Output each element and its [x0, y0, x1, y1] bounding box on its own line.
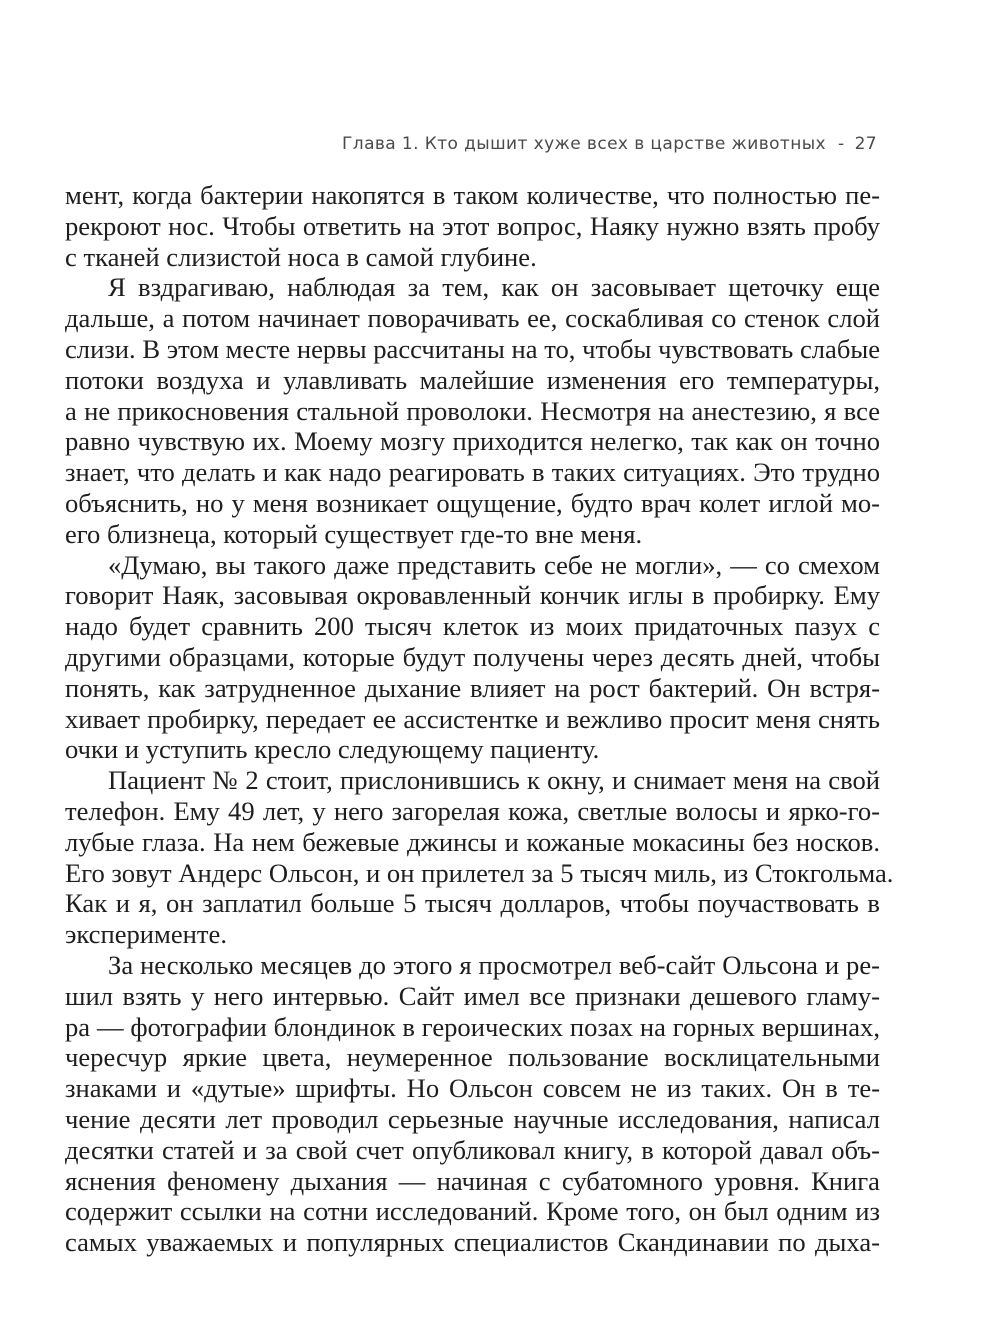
text-line: ра — фотографии блондинок в героических позах на горных вершинах, — [65, 1011, 880, 1042]
text-line: его близнеца, который существует где-то вне меня. — [65, 518, 643, 549]
text-line: очки и уступить кресло следующему пациенту. — [65, 734, 600, 765]
text-line: Пациент № 2 стоит, прислонившись к окну, и снимает меня на свой — [108, 765, 880, 796]
text-line: потоки воздуха и улавливать малейшие изменения его температуры, — [65, 364, 880, 395]
text-line: самых уважаемых и популярных специалистов Скандинавии по дыха- — [65, 1227, 880, 1258]
text-line: чересчур яркие цвета, неумеренное пользование восклицательными — [65, 1042, 880, 1073]
page-number: 27 — [854, 134, 877, 154]
text-line: телефон. Ему 49 лет, у него загорелая кожа, светлые волосы и ярко-го- — [65, 795, 880, 826]
text-line: шил взять у него интервью. Сайт имел все признаки дешевого гламу- — [65, 980, 880, 1011]
text-line: Его зовут Андерс Ольсон, и он прилетел за 5 тысяч миль, из Стокгольма. — [65, 857, 894, 888]
body-text — [65, 180, 894, 1258]
text-line: эксперименте. — [65, 919, 227, 950]
text-line: рекроют нос. Чтобы ответить на этот вопрос, Наяку нужно взять пробу — [65, 210, 880, 241]
paragraph — [65, 550, 880, 766]
text-line: хивает пробирку, передает ее ассистентке и вежливо просит меня снять — [65, 703, 880, 734]
text-line: дальше, а потом начинает поворачивать ее, соскабливая со стенок слой — [65, 303, 880, 334]
text-line: Как и я, он заплатил больше 5 тысяч долларов, чтобы поучаствовать в — [65, 888, 880, 919]
running-header — [342, 134, 877, 154]
text-line: понять, как затрудненное дыхание влияет на рост бактерий. Он встря- — [65, 672, 880, 703]
text-line: надо будет сравнить 200 тысяч клеток из моих придаточных пазух с — [65, 611, 880, 642]
text-line: с тканей слизистой носа в самой глубине. — [65, 241, 537, 272]
text-line: За несколько месяцев до этого я просмотрел веб-сайт Ольсона и ре- — [108, 949, 880, 980]
text-line: десятки статей и за свой счет опубликовал книгу, в которой давал объ- — [65, 1134, 880, 1165]
text-line: яснения феномену дыхания — начиная с субатомного уровня. Книга — [65, 1165, 880, 1196]
text-line: говорит Наяк, засовывая окровавленный кончик иглы в пробирку. Ему — [65, 580, 880, 611]
text-line: чение десяти лет проводил серьезные научные исследования, написал — [65, 1103, 880, 1134]
text-line: мент, когда бактерии накопятся в таком количестве, что полностью пе- — [65, 180, 880, 210]
header-separator: - — [838, 134, 845, 154]
paragraph — [65, 765, 894, 950]
text-line: другими образцами, которые будут получены через десять дней, чтобы — [65, 641, 880, 672]
text-line: объяснить, но у меня возникает ощущение, будто врач колет иглой мо- — [65, 487, 880, 518]
text-line: лубые глаза. На нем бежевые джинсы и кожаные мокасины без носков. — [65, 826, 880, 857]
paragraph — [65, 272, 880, 549]
text-line: знает, что делать и как надо реагировать в таких ситуациях. Это трудно — [65, 457, 880, 488]
text-line: слизи. В этом месте нервы рассчитаны на то, чтобы чувствовать слабые — [65, 333, 881, 364]
text-line: знаками и «дутые» шрифты. Но Ольсон совсем не из таких. Он в те- — [65, 1073, 880, 1104]
paragraph — [65, 950, 880, 1258]
chapter-title: Глава 1. Кто дышит хуже всех в царстве животных — [342, 134, 827, 154]
text-line: Я вздрагиваю, наблюдая за тем, как он засовывает щеточку еще — [108, 272, 880, 303]
paragraph — [65, 180, 880, 272]
text-line: «Думаю, вы такого даже представить себе не могли», — со смехом — [108, 549, 880, 580]
text-line: равно чувствую их. Моему мозгу приходится нелегко, так как он точно — [65, 426, 880, 457]
text-line: содержит ссылки на сотни исследований. Кроме того, он был одним из — [65, 1196, 880, 1227]
text-line: а не прикосновения стальной проволоки. Несмотря на анестезию, я все — [65, 395, 880, 426]
